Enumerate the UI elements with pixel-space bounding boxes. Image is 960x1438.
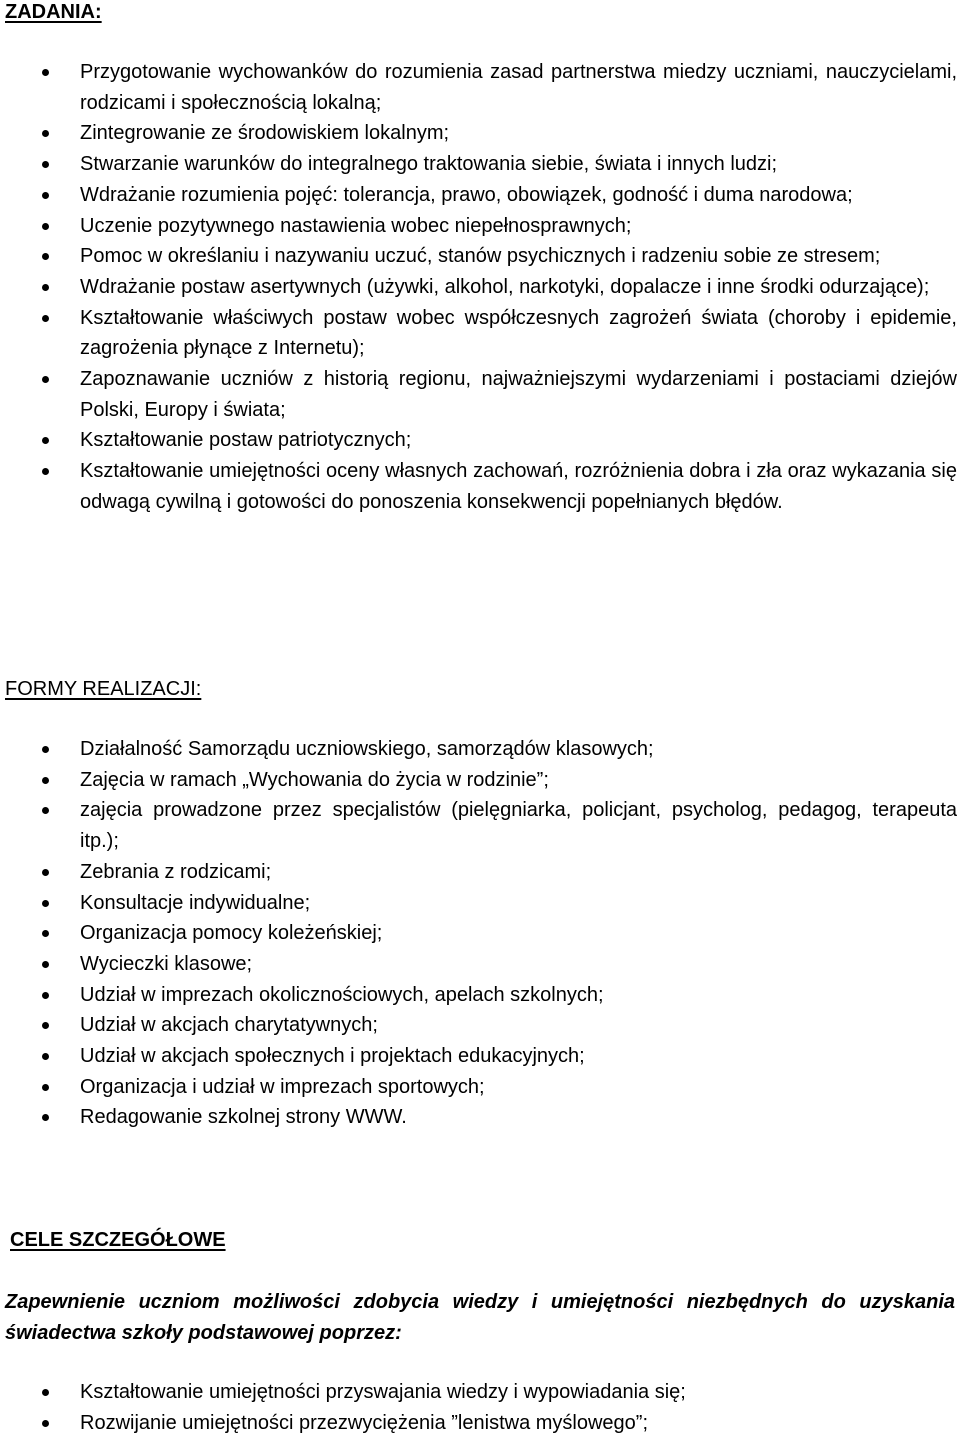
bullet-icon (42, 284, 49, 291)
list-item: Kształtowanie postaw patriotycznych; (0, 425, 960, 456)
section-heading-cele: CELE SZCZEGÓŁOWE (10, 1229, 226, 1251)
list-item: Organizacja i udział w imprezach sportowych; (0, 1072, 960, 1103)
bullet-icon (42, 777, 49, 784)
bullet-icon (42, 1420, 49, 1427)
bullet-icon (42, 437, 49, 444)
bullet-icon (42, 1053, 49, 1060)
bullet-icon (42, 223, 49, 230)
bullet-icon (42, 961, 49, 968)
bullet-icon (42, 930, 49, 937)
bullet-icon (42, 161, 49, 168)
list-item: Rozwijanie umiejętności przezwyciężenia ”lenistwa myślowego”; (0, 1408, 960, 1438)
bullet-icon (42, 69, 49, 76)
bullet-icon (42, 992, 49, 999)
bullet-icon (42, 192, 49, 199)
list-item: zajęcia prowadzone przez specjalistów (pielęgniarka, policjant, psycholog, pedagog, terapeuta itp.); (0, 795, 960, 856)
bullet-icon (42, 376, 49, 383)
list-item: Kształtowanie właściwych postaw wobec współczesnych zagrożeń świata (choroby i epidemie, zagrożenia płynące z Internetu); (0, 303, 960, 364)
formy-list (0, 734, 960, 1133)
list-item: Zapoznawanie uczniów z historią regionu, najważniejszymi wydarzeniami i postaciami dziejów Polski, Europy i świata; (0, 364, 960, 425)
list-item: Pomoc w określaniu i nazywaniu uczuć, stanów psychicznych i radzeniu sobie ze stresem; (0, 241, 960, 272)
list-item: Uczenie pozytywnego nastawienia wobec niepełnosprawnych; (0, 211, 960, 242)
list-item: Redagowanie szkolnej strony WWW. (0, 1102, 960, 1133)
list-item: Stwarzanie warunków do integralnego traktowania siebie, świata i innych ludzi; (0, 149, 960, 180)
bullet-icon (42, 1084, 49, 1091)
list-item: Organizacja pomocy koleżeńskiej; (0, 918, 960, 949)
list-item: Kształtowanie umiejętności oceny własnych zachowań, rozróżnienia dobra i zła oraz wykazania się odwagą cywilną i gotowości do ponoszenia konsekwencji popełnianych błędów. (0, 456, 960, 517)
zadania-list (0, 57, 960, 518)
list-item: Konsultacje indywidualne; (0, 888, 960, 919)
bullet-icon (42, 130, 49, 137)
list-item: Udział w akcjach charytatywnych; (0, 1010, 960, 1041)
list-item: Wdrażanie rozumienia pojęć: tolerancja, prawo, obowiązek, godność i duma narodowa; (0, 180, 960, 211)
bullet-icon (42, 1389, 49, 1396)
list-item: Zajęcia w ramach „Wychowania do życia w rodzinie”; (0, 765, 960, 796)
bullet-icon (42, 253, 49, 260)
section-heading-zadania: ZADANIA: (5, 1, 102, 23)
list-item: Wycieczki klasowe; (0, 949, 960, 980)
cele-list (0, 1377, 960, 1438)
list-item: Udział w akcjach społecznych i projektach edukacyjnych; (0, 1041, 960, 1072)
list-item: Przygotowanie wychowanków do rozumienia zasad partnerstwa miedzy uczniami, nauczycielami, rodzicami i społecznością lokalną; (0, 57, 960, 118)
bullet-icon (42, 807, 49, 814)
list-item: Zebrania z rodzicami; (0, 857, 960, 888)
list-item: Udział w imprezach okolicznościowych, apelach szkolnych; (0, 980, 960, 1011)
bullet-icon (42, 869, 49, 876)
bullet-icon (42, 1114, 49, 1121)
cele-intro: Zapewnienie uczniom możliwości zdobycia wiedzy i umiejętności niezbędnych do uzyskania świadectwa szkoły podstawowej poprzez: (5, 1291, 955, 1344)
section-heading-formy: FORMY REALIZACJI: (5, 678, 202, 700)
list-item: Wdrażanie postaw asertywnych (używki, alkohol, narkotyki, dopalacze i inne środki odurzające); (0, 272, 960, 303)
bullet-icon (42, 1022, 49, 1029)
list-item: Kształtowanie umiejętności przyswajania wiedzy i wypowiadania się; (0, 1377, 960, 1408)
bullet-icon (42, 900, 49, 907)
bullet-icon (42, 746, 49, 753)
bullet-icon (42, 315, 49, 322)
bullet-icon (42, 468, 49, 475)
list-item: Zintegrowanie ze środowiskiem lokalnym; (0, 118, 960, 149)
list-item: Działalność Samorządu uczniowskiego, samorządów klasowych; (0, 734, 960, 765)
